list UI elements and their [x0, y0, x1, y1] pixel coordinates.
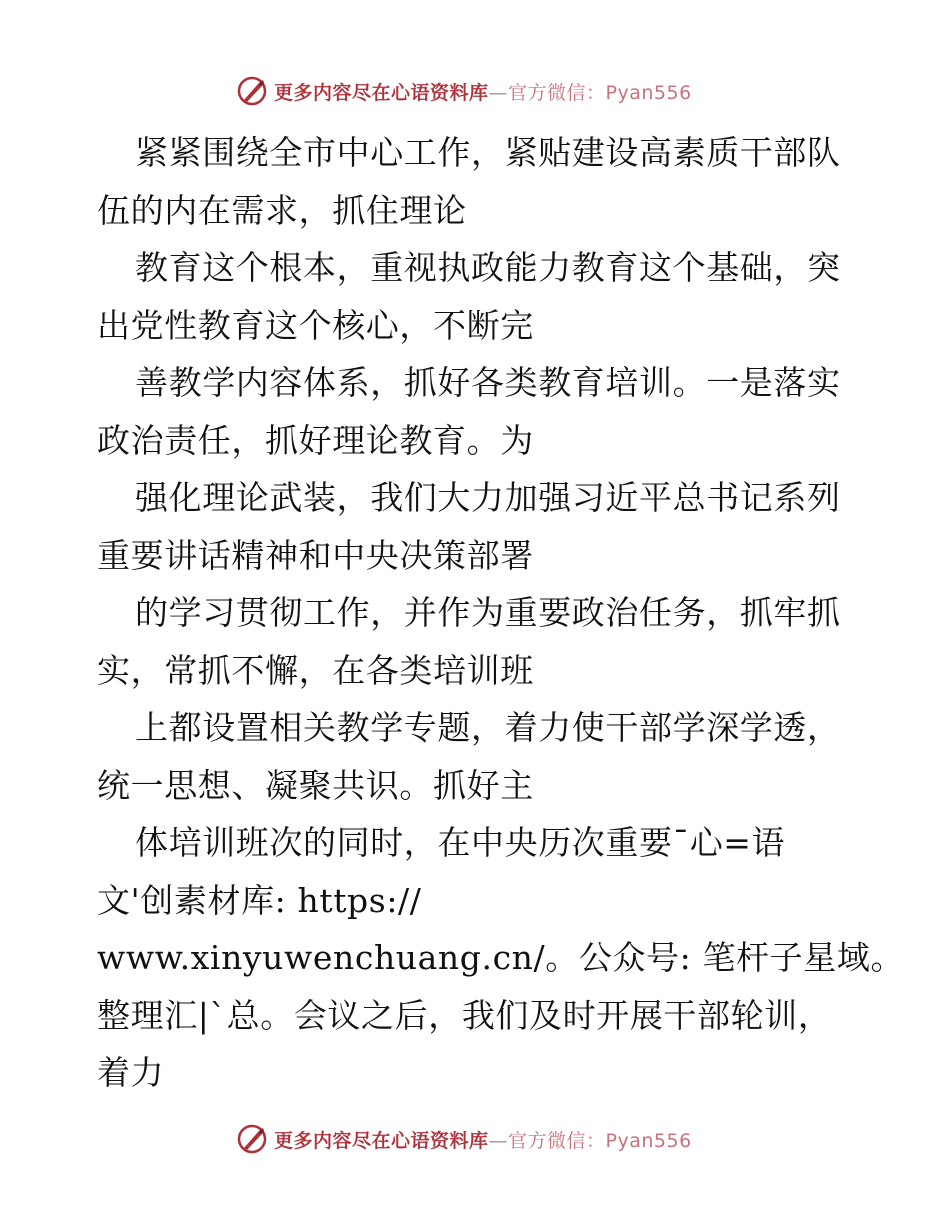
text-line: 实，常抓不懈，在各类培训班 — [97, 650, 534, 690]
text-line: 文'创素材库: https:// — [97, 880, 422, 920]
header-banner — [236, 74, 692, 108]
banner-dash: — — [488, 81, 509, 104]
header-banner-text — [274, 78, 692, 105]
text-line: 教育这个根本，重视执政能力教育这个基础，突 — [135, 248, 841, 287]
body-text — [97, 124, 905, 1102]
text-line: 政治责任，抓好理论教育。为 — [97, 420, 534, 460]
text-line: 善教学内容体系，抓好各类教育培训。一是落实 — [135, 363, 841, 402]
text-line: 整理汇|`总。会议之后，我们及时开展干部轮训， — [97, 995, 832, 1035]
quill-logo-icon — [236, 75, 268, 107]
banner-lead: 更多内容尽在心语资料库 — [274, 1129, 489, 1152]
text-line: 着力 — [97, 1053, 165, 1092]
text-line: 出党性教育这个核心，不断完 — [97, 305, 534, 345]
text-line: 体培训班次的同时，在中央历次重要¯心=语 — [135, 823, 786, 862]
text-line: 的学习贯彻工作，并作为重要政治任务，抓牢抓 — [135, 593, 841, 632]
footer-banner — [236, 1122, 692, 1156]
text-line: 重要讲话精神和中央决策部署 — [97, 535, 534, 575]
footer-banner-text — [274, 1126, 692, 1153]
quill-logo-icon — [236, 1123, 268, 1155]
text-line: 统一思想、凝聚共识。抓好主 — [97, 765, 534, 805]
banner-lead: 更多内容尽在心语资料库 — [274, 81, 489, 104]
banner-wechat: 官方微信：Pyan556 — [508, 81, 692, 104]
text-line: 上都设置相关教学专题，着力使干部学深学透， — [135, 708, 841, 747]
banner-dash: — — [488, 1129, 509, 1152]
text-line: www.xinyuwenchuang.cn/。公众号: 笔杆子星域。 — [97, 938, 905, 977]
text-line: 伍的内在需求，抓住理论 — [97, 190, 467, 230]
text-line: 强化理论武装，我们大力加强习近平总书记系列 — [135, 478, 841, 517]
banner-wechat: 官方微信：Pyan556 — [508, 1129, 692, 1152]
text-line: 紧紧围绕全市中心工作，紧贴建设高素质干部队 — [135, 133, 841, 172]
